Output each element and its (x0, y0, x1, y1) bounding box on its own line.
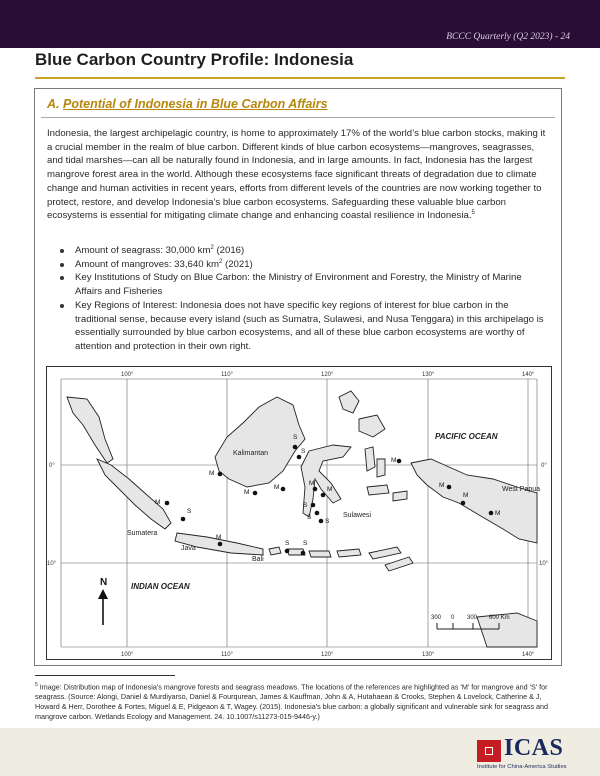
running-head: BCCC Quarterly (Q2 2023) - 24 (446, 32, 570, 42)
ocean-label: PACIFIC OCEAN (435, 432, 498, 441)
mangrove-marker: M (155, 499, 161, 506)
indonesia-map (46, 366, 552, 660)
list-item: Amount of seagrass: 30,000 $km^2$ (2016) (47, 244, 547, 258)
seagrass-marker: S (293, 434, 298, 441)
list-item: Key Regions of Interest: Indonesia does not have specific key regions of interest for blue carbon in the traditional sense, because every island (such as Sumatra, Sulawesi, and Nusa Tenggara) in this archipelago is essentially surrounded by blue carbon ecosystems, and all of these blue carbon ecosystems are worthy of attention and protection in their own right. (47, 299, 547, 354)
list-item: Key Institutions of Study on Blue Carbon: the Ministry of Environment and Forestry, the Ministry of Marine Affairs and Fisheries (47, 271, 547, 298)
profile-card (34, 88, 562, 666)
lon-label: 120° (321, 652, 334, 658)
body-paragraph (47, 127, 547, 223)
footnote-divider (35, 675, 175, 676)
mangrove-marker: M (244, 489, 250, 496)
landmasses (67, 391, 537, 647)
seagrass-marker: S (303, 502, 308, 509)
north-arrow (98, 577, 108, 625)
lat-label: 10° (539, 561, 549, 567)
footnote-ref: 5 (35, 682, 38, 688)
body-footnote-ref[interactable]: 5 (471, 210, 475, 217)
mangrove-marker: M (439, 482, 445, 489)
lon-label: 100° (121, 652, 134, 658)
body-text: Indonesia, the largest archipelagic country, is home to approximately 17% of the world’s blue carbon stocks, making it a crucial member in the realm of blue carbon. Different kinds of blue carbon ecosystems—mangroves, seagrasses, and tidal marshes—can all be naturally found in Indonesia, and in large amounts. In fact, Indonesia has the largest mangrove forest area in the world. Although these ecosystems face significant threats of degradation due to climate change and human activities in recent years, efforts from different levels of the countries are now working together to protect, restore, and develop Indonesia’s blue carbon ecosystems. Safeguarding these valuable blue carbon ecosystems is essential for mitigating climate change and enhancing coastal resilience in Indonesia. (47, 128, 546, 222)
mangrove-marker: M (391, 457, 397, 464)
title-divider (35, 77, 565, 79)
seagrass-marker: S (307, 514, 312, 521)
region-label: Sulawesi (343, 512, 372, 519)
facts-list (47, 244, 547, 354)
map-graticule (61, 379, 537, 647)
scale-tick: 600 Km (489, 615, 510, 621)
lon-label: 130° (422, 652, 435, 658)
seagrass-marker: S (325, 518, 330, 525)
region-label: Sumatera (127, 530, 158, 537)
lon-label: 130° (422, 372, 435, 378)
section-divider (41, 117, 555, 118)
section-title-link[interactable]: Potential of Indonesia in Blue Carbon Affairs (62, 97, 328, 111)
scale-tick: 300 (431, 615, 442, 621)
mangrove-marker: M (309, 480, 315, 487)
lon-label: 110° (221, 652, 233, 658)
mangrove-marker: M (209, 470, 215, 477)
section-prefix: A. (47, 97, 63, 111)
lon-label: 140° (522, 652, 535, 658)
page-title: Blue Carbon Country Profile: Indonesia (35, 50, 354, 69)
mangrove-marker: M (327, 486, 333, 493)
seagrass-marker: S (303, 540, 308, 547)
lon-label: 100° (121, 372, 134, 378)
scale-tick: 0 (451, 615, 455, 621)
scale-tick: 300 (467, 615, 478, 621)
lat-label: 10° (47, 561, 57, 567)
region-label: West Papua (502, 486, 541, 493)
list-item: Amount of mangroves: 33,640 $km^2$ (2021) (47, 258, 547, 272)
region-label: Bali (252, 556, 264, 563)
region-label: Java (181, 545, 196, 552)
mangrove-marker: M (274, 484, 280, 491)
seagrass-marker: S (187, 508, 192, 515)
mangrove-marker: M (463, 492, 469, 499)
mangrove-marker: M (495, 510, 501, 517)
footnote-text: Image: Distribution map of Indonesia's mangrove forests and seagrass meadows. The locations of the references are highlighted as 'M' for mangrove and 'S' for seagrass. (Source: Alongi, Daniel & Murdiyarso, Daniel & Fourqurean, James & Kauffman, John & A, Hutahaean & Crooks, Stephen & Lovelock, Catherine & J, Howard & Herr, Dorothee & Fortes, Miguel & E, Pidgeaon & T, Wagey. (2015). Indonesia's blue carbon: a globally significant and vulnerable sink for seagrass and mangrove carbon. Wetlands Ecology and Management. 24. 10.1007/s11273-015-9446-y.) (35, 682, 549, 722)
seagrass-marker: S (285, 540, 290, 547)
lat-label: 0° (541, 463, 547, 469)
seagrass-marker: S (301, 448, 306, 455)
footnote (35, 680, 565, 722)
lat-label: 0° (49, 463, 55, 469)
ocean-label: INDIAN OCEAN (131, 582, 190, 591)
icas-logo-mark-icon (477, 740, 501, 762)
mangrove-marker: M (216, 534, 222, 541)
region-label: Kalimantan (233, 450, 269, 457)
icas-logo[interactable]: ICAS (504, 735, 564, 761)
lon-label: 110° (221, 372, 233, 378)
lon-label: 120° (321, 372, 334, 378)
lon-label: 140° (522, 372, 535, 378)
section-heading (47, 97, 328, 111)
icas-logo-subtitle: Institute for China-America Studies (477, 764, 567, 770)
north-label: N (100, 577, 108, 588)
